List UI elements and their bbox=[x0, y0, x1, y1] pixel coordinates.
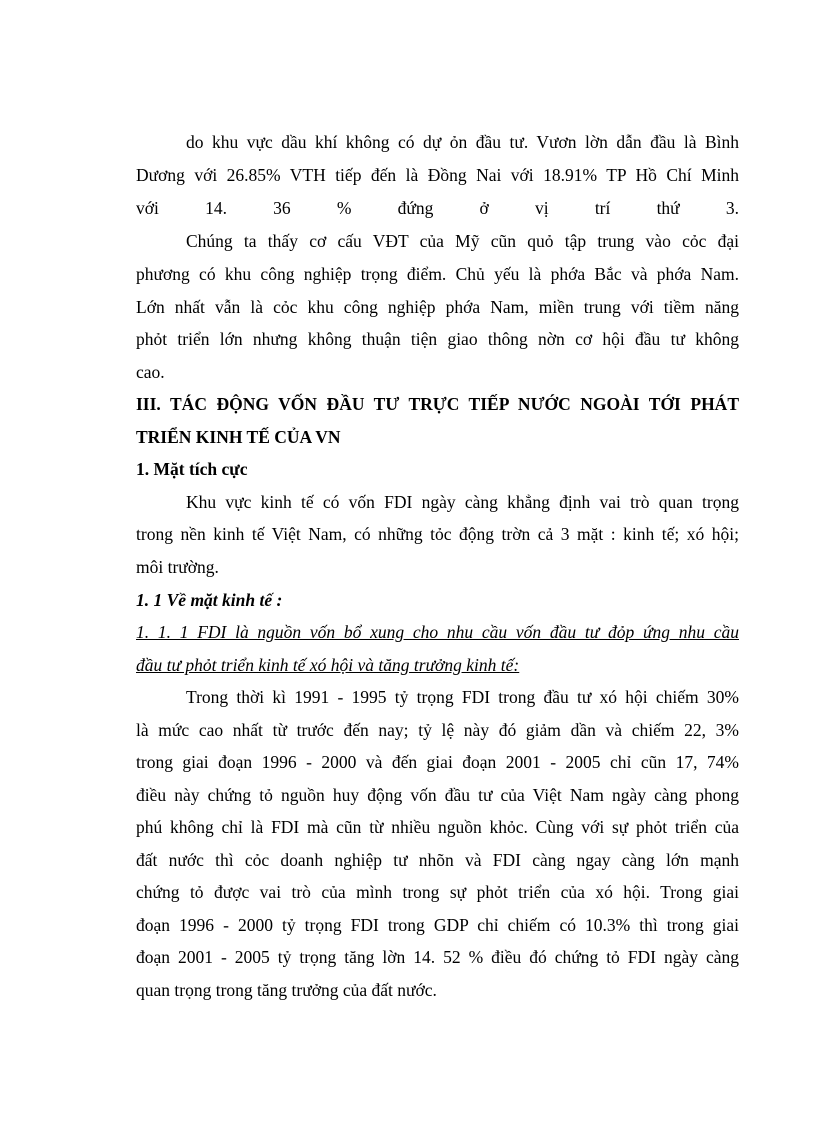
paragraph-line: đoạn 2001 - 2005 tỷ trọng tăng lờn 14. 52 % điều đó chứng tỏ FDI ngày càng bbox=[136, 947, 739, 967]
paragraph-line: đất nước thì cỏc doanh nghiệp tư nhõn và FDI càng ngay càng lớn mạnh bbox=[136, 850, 739, 870]
paragraph-line: trong giai đoạn 1996 - 2000 và đến giai đoạn 2001 - 2005 chỉ cũn 17, 74% bbox=[136, 752, 739, 772]
paragraph-line: điều này chứng tỏ nguồn huy động vốn đầu tư của Việt Nam ngày càng phong bbox=[136, 785, 739, 805]
paragraph-line: Chúng ta thấy cơ cấu VĐT của Mỹ cũn quỏ tập trung vào cỏc đại bbox=[186, 231, 739, 251]
paragraph-line: Trong thời kì 1991 - 1995 tỷ trọng FDI trong đầu tư xó hội chiếm 30% bbox=[186, 687, 739, 707]
paragraph-line: phương có khu công nghiệp trọng điểm. Chủ yếu là phớa Bắc và phớa Nam. bbox=[136, 264, 739, 284]
paragraph-line: phú không chỉ là FDI mà cũn từ nhiều nguồn khỏc. Cùng với sự phỏt triển của bbox=[136, 817, 739, 837]
subsection-heading: 1. 1 Về mặt kinh tế : bbox=[136, 590, 283, 610]
paragraph-line: là mức cao nhất từ trước đến nay; tỷ lệ này đó giảm dần và chiếm 22, 3% bbox=[136, 720, 739, 740]
section-heading: TRIỂN KINH TẾ CỦA VN bbox=[136, 427, 341, 447]
paragraph-line: môi trường. bbox=[136, 557, 219, 577]
paragraph-line: Lớn nhất vẫn là cỏc khu công nghiệp phớa Nam, miền trung với tiềm năng bbox=[136, 297, 739, 317]
paragraph-line: quan trọng trong tăng trưởng của đất nước. bbox=[136, 980, 437, 1000]
paragraph-line: đoạn 1996 - 2000 tỷ trọng FDI trong GDP chỉ chiếm có 10.3% thì trong giai bbox=[136, 915, 739, 935]
paragraph-line: cao. bbox=[136, 362, 165, 382]
paragraph-line: Khu vực kinh tế có vốn FDI ngày càng khẳng định vai trò quan trọng bbox=[186, 492, 739, 512]
paragraph-line: với 14. 36 % đứng ở vị trí thứ 3. bbox=[136, 198, 739, 218]
underlined-heading: đầu tư phỏt triển kinh tế xó hội và tăng trưởng kinh tế: bbox=[136, 655, 520, 675]
paragraph-line: do khu vực dầu khí không có dự ỏn đầu tư. Vươn lờn dẫn đầu là Bình bbox=[186, 132, 739, 152]
paragraph-line: trong nền kinh tế Việt Nam, có những tỏc động trờn cả 3 mặt : kinh tế; xó hội; bbox=[136, 524, 739, 544]
paragraph-line: chứng tỏ được vai trò của mình trong sự phỏt triển của xó hội. Trong giai bbox=[136, 882, 739, 902]
subsection-heading: 1. Mặt tích cực bbox=[136, 459, 248, 479]
paragraph-line: phỏt triển lớn nhưng không thuận tiện giao thông nờn cơ hội đầu tư không bbox=[136, 329, 739, 349]
paragraph-line: Dương với 26.85% VTH tiếp đến là Đồng Nai với 18.91% TP Hồ Chí Minh bbox=[136, 165, 739, 185]
underlined-heading: 1. 1. 1 FDI là nguồn vốn bổ xung cho nhu cầu vốn đầu tư đỏp ứng nhu cầu bbox=[136, 622, 739, 642]
section-heading: III. TÁC ĐỘNG VỐN ĐẦU TƯ TRỰC TIẾP NƯỚC NGOÀI TỚI PHÁT bbox=[136, 394, 739, 414]
